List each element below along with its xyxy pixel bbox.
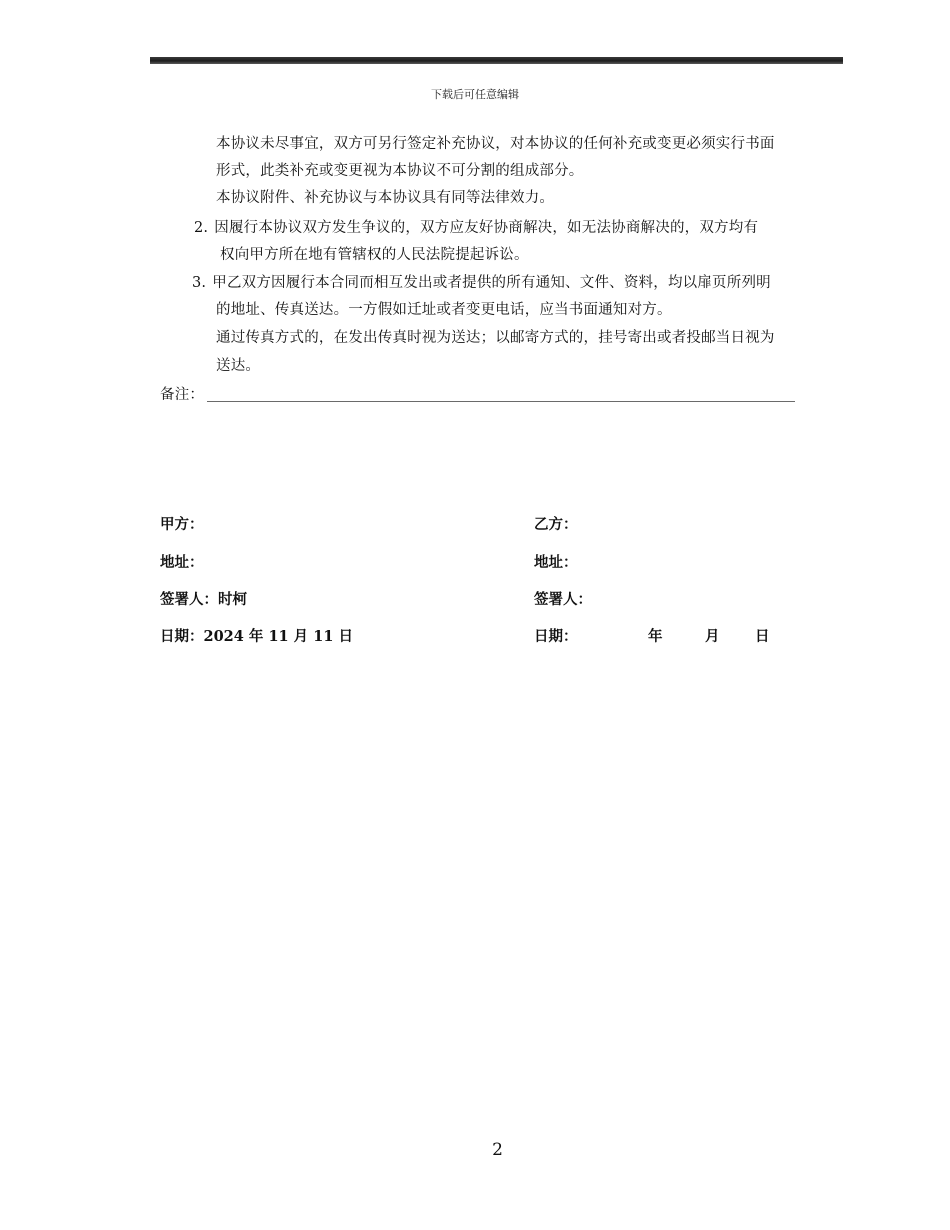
party-a-date: [160, 627, 353, 647]
clause-2-line-2: 权向甲方所在地有管辖权的人民法院提起诉讼。: [220, 247, 529, 263]
clause-3-line-3: 通过传真方式的，在发出传真时视为送达；以邮寄方式的，挂号寄出或者投邮当日视为: [216, 330, 775, 346]
party-a-date-value: 2024 年 11 月 11 日: [203, 628, 353, 645]
clause-3-text: 甲乙双方因履行本合同而相互发出或者提供的所有通知、文件、资料，均以扉页所列明: [212, 275, 771, 291]
clause-2-number: 2.: [194, 220, 209, 236]
party-b-signer-label: 签署人：: [534, 591, 592, 608]
party-a-signer-name: 时柯: [218, 591, 247, 608]
paragraph-supplement-line-2: 形式，此类补充或变更视为本协议不可分割的组成部分。: [216, 163, 584, 179]
paragraph-supplement-line-1: 本协议未尽事宜，双方可另行签定补充协议，对本协议的任何补充或变更必须实行书面: [216, 136, 775, 152]
clause-3-line-2: 的地址、传真送达。一方假如迁址或者变更电话，应当书面通知对方。: [216, 302, 672, 318]
party-b-label: 乙方：: [534, 516, 578, 533]
party-a-address-label: 地址：: [160, 554, 204, 571]
clause-2-line-1: [194, 218, 758, 238]
header-rule: [150, 57, 843, 64]
party-a-label: 甲方：: [160, 516, 204, 533]
party-b-address-label: 地址：: [534, 554, 578, 571]
party-b-date-year: 年: [648, 628, 663, 645]
clause-2-text: 因履行本协议双方发生争议的，双方应友好协商解决，如无法协商解决的，双方均有: [214, 220, 759, 236]
party-b-date-day: 日: [755, 628, 770, 645]
clause-3-line-4: 送达。: [216, 358, 261, 374]
party-a-signer-label: 签署人：: [160, 591, 218, 608]
remarks-blank-line: [207, 401, 795, 402]
clause-3-line-1: [192, 273, 771, 293]
party-b-date-month: 月: [705, 628, 720, 645]
party-b-date-label: 日期：: [534, 628, 578, 645]
paragraph-attachments: 本协议附件、补充协议与本协议具有同等法律效力。: [216, 190, 555, 206]
clause-3-number: 3.: [192, 275, 207, 291]
party-a-date-label: 日期：: [160, 628, 204, 645]
remarks-label: 备注：: [160, 387, 205, 403]
page-number: 2: [492, 1140, 503, 1160]
party-a-signer: [160, 590, 247, 610]
header-note: 下载后可任意编辑: [431, 88, 519, 101]
